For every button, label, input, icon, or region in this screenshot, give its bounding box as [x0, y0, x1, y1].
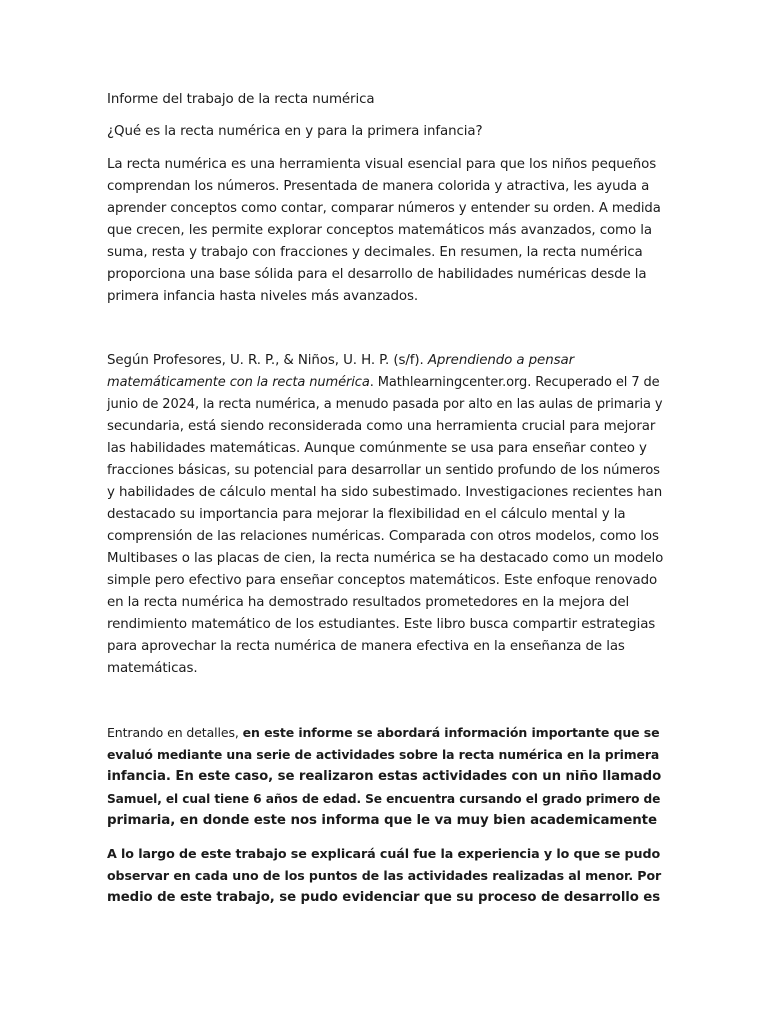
- paragraph-line: A lo largo de este trabajo se explicará cuál fue la experiencia y lo que se pudo: [107, 846, 661, 861]
- paragraph-line: destacado su importancia para mejorar la flexibilidad en el cálculo mental y la: [107, 507, 626, 522]
- paragraph-line: medio de este trabajo, se pudo evidenciar que su proceso de desarrollo es: [107, 890, 661, 905]
- paragraph-line: las habilidades matemáticas. Aunque comúnmente se usa para enseñar conteo y: [107, 441, 647, 456]
- paragraph-line: fracciones básicas, su potencial para desarrollar un sentido profundo de los números: [107, 463, 660, 478]
- paragraph-line: proporciona una base sólida para el desarrollo de habilidades numéricas desde la: [107, 267, 647, 282]
- details-emphasis: en este informe se abordará información importante que se: [242, 725, 660, 740]
- citation-title: Aprendiendo a pensar: [427, 353, 574, 368]
- citation-source: . Mathlearningcenter.org. Recuperado el 7 de: [369, 375, 660, 390]
- paragraph-line: evaluó mediante una serie de actividades sobre la recta numérica en la primera: [107, 747, 660, 762]
- paragraph-line: La recta numérica es una herramienta visual esencial para que los niños pequeños: [107, 157, 657, 172]
- paragraph-line: que crecen, les permite explorar conceptos matemáticos más avanzados, como la: [107, 223, 652, 238]
- section-question: ¿Qué es la recta numérica en y para la primera infancia?: [107, 124, 483, 139]
- paragraph-line: Multibases o las placas de cien, la recta numérica se ha destacado como un modelo: [107, 551, 664, 566]
- paragraph-line: [107, 350, 574, 372]
- paragraph-line: secundaria, está siendo reconsiderada como una herramienta crucial para mejorar: [107, 419, 656, 434]
- paragraph-line: simple pero efectivo para enseñar conceptos matemáticos. Este enfoque renovado: [107, 573, 658, 588]
- paragraph-line: suma, resta y trabajo con fracciones y decimales. En resumen, la recta numérica: [107, 245, 643, 260]
- citation-title: matemáticamente con la recta numérica: [107, 375, 370, 390]
- paragraph-line: observar en cada uno de los puntos de las actividades realizadas al menor. Por: [107, 868, 662, 883]
- document-title: Informe del trabajo de la recta numérica: [107, 92, 375, 107]
- paragraph-line: Samuel, el cual tiene 6 años de edad. Se encuentra cursando el grado primero de: [107, 792, 661, 806]
- details-lead: Entrando en detalles,: [107, 725, 243, 740]
- paragraph-line: comprensión de las relaciones numéricas. Comparada con otros modelos, como los: [107, 529, 659, 544]
- document-page: [107, 0, 663, 1024]
- citation-authors: Según Profesores, U. R. P., & Niños, U. H. P. (s/f).: [107, 353, 428, 368]
- paragraph-line: matemáticas.: [107, 661, 198, 676]
- paragraph-line: y habilidades de cálculo mental ha sido subestimado. Investigaciones recientes han: [107, 485, 663, 500]
- paragraph-line: infancia. En este caso, se realizaron estas actividades con un niño llamado: [107, 769, 662, 784]
- paragraph-line: [107, 722, 659, 744]
- paragraph-line: primaria, en donde este nos informa que le va muy bien academicamente: [107, 813, 657, 828]
- paragraph-line: [107, 372, 660, 394]
- paragraph-line: junio de 2024, la recta numérica, a menudo pasada por alto en las aulas de primaria y: [107, 397, 663, 412]
- paragraph-line: primera infancia hasta niveles más avanzados.: [107, 289, 419, 304]
- paragraph-line: para aprovechar la recta numérica de manera efectiva en la enseñanza de las: [107, 639, 625, 654]
- paragraph-line: rendimiento matemático de los estudiantes. Este libro busca compartir estrategias: [107, 617, 656, 632]
- paragraph-line: comprendan los números. Presentada de manera colorida y atractiva, les ayuda a: [107, 179, 650, 194]
- paragraph-line: en la recta numérica ha demostrado resultados prometedores en la mejora del: [107, 595, 630, 610]
- paragraph-line: aprender conceptos como contar, comparar números y entender su orden. A medida: [107, 201, 661, 216]
